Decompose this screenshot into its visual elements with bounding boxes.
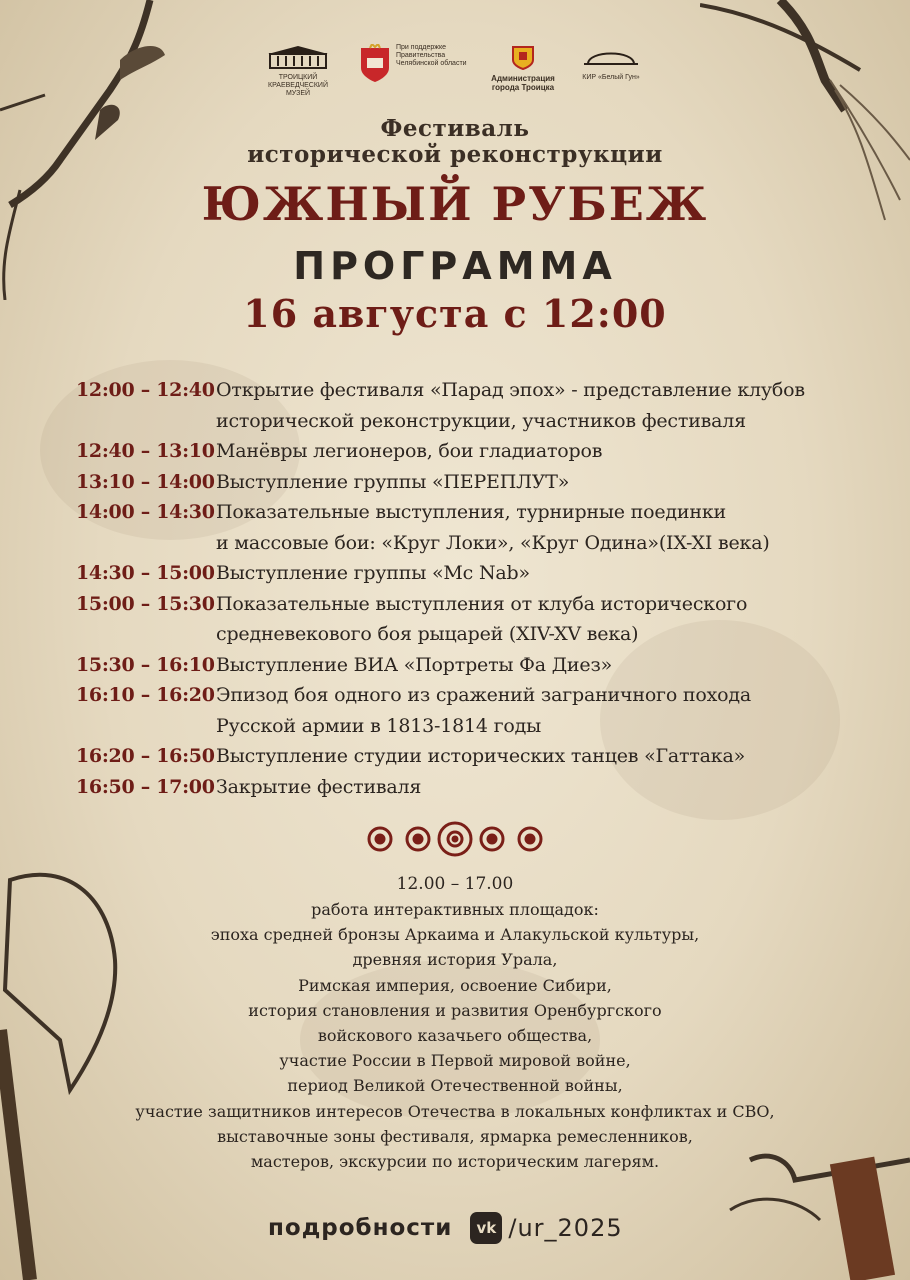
schedule-description: Выступление группы «ПЕРЕПЛУТ»: [216, 470, 570, 493]
schedule-item: [76, 650, 856, 681]
activities-hours: 12.00 – 17.00: [396, 874, 514, 894]
club-name: КИР «Белый Гун»: [582, 74, 640, 81]
schedule-item: [76, 589, 856, 650]
sponsor-logos: [262, 44, 652, 100]
schedule-item: [76, 497, 856, 558]
schedule-item: [76, 680, 856, 741]
chelyabinsk-coat-of-arms-icon: [358, 44, 392, 84]
schedule-time: 16:20 – 16:50: [76, 745, 215, 767]
museum-logo: [262, 44, 334, 100]
schedule-description: Показательные выступления от клуба исторического средневекового боя рыцарей (XIV-XV века): [216, 592, 748, 645]
schedule-time: 14:30 – 15:00: [76, 562, 215, 584]
admin-name: Администрация города Троицка: [491, 74, 555, 92]
vk-icon[interactable]: vk: [470, 1212, 502, 1244]
schedule-description: Открытие фестиваля «Парад эпох» - представление клубов исторической реконструкции, участников фестиваля: [216, 379, 805, 432]
event-date: 16 августа с 12:00: [243, 291, 667, 336]
festival-heading-line1: Фестиваль: [380, 115, 530, 142]
schedule-time: 16:10 – 16:20: [76, 684, 215, 706]
schedule-time: 16:50 – 17:00: [76, 775, 215, 798]
schedule-item: [76, 741, 856, 772]
festival-heading-line2: исторической реконструкции: [247, 141, 663, 168]
schedule-time: 13:10 – 14:00: [76, 470, 215, 493]
program-heading: ПРОГРАММА: [293, 244, 617, 288]
schedule-item: [76, 436, 856, 467]
schedule-list: [76, 375, 856, 802]
schedule-time: 14:00 – 14:30: [76, 501, 215, 523]
festival-title: ЮЖНЫЙ РУБЕЖ: [201, 177, 709, 231]
schedule-time: 12:40 – 13:10: [76, 440, 215, 462]
museum-name: ТРОИЦКИЙ КРАЕВЕДЧЕСКИЙ МУЗЕЙ: [268, 74, 328, 97]
schedule-time: 15:30 – 16:10: [76, 653, 215, 676]
schedule-time: 15:00 – 15:30: [76, 592, 215, 615]
activities-text: работа интерактивных площадок: эпоха средней бронзы Аркаима и Алакульской культуры, древняя история Урала, Римская империя, освоение Сибири, история становления и развития Оренбургского войскового казачьего общества, участие России в Первой мировой войне, период Великой Отечественной войны, участие защитников интересов Отечества в локальных конфликтах и СВО, выставочные зоны фестиваля, ярмарка ремесленников, мастеров, экскурсии по историческим лагерям.: [135, 900, 775, 1172]
schedule-time: 12:00 – 12:40: [76, 379, 215, 401]
troitsk-coat-of-arms-icon: [488, 44, 558, 70]
schedule-item: [76, 467, 856, 498]
schedule-description: Манёвры легионеров, бои гладиаторов: [216, 440, 603, 462]
ornament-divider-icon: [362, 820, 548, 858]
helmet-icon: [580, 44, 642, 70]
museum-building-icon: [262, 44, 334, 70]
schedule-description: Закрытие фестиваля: [216, 775, 422, 798]
region-logo: [358, 44, 478, 100]
festival-heading: [0, 116, 910, 168]
schedule-description: Выступление студии исторических танцев «Гаттака»: [216, 745, 746, 767]
schedule-item: [76, 375, 856, 436]
schedule-item: [76, 558, 856, 589]
vk-handle-link[interactable]: /ur_2025: [508, 1214, 623, 1242]
schedule-description: Выступление ВИА «Портреты Фа Диез»: [216, 653, 613, 676]
more-info-label: подробности: [268, 1215, 453, 1241]
support-text: При поддержке Правительства Челябинской области: [396, 44, 467, 67]
schedule-description: Выступление группы «Mc Nab»: [216, 562, 530, 584]
admin-logo: [488, 44, 558, 100]
schedule-description: Эпизод боя одного из сражений заграничного похода Русской армии в 1813-1814 годы: [216, 684, 751, 737]
footer: [268, 1208, 648, 1248]
club-logo: [580, 44, 642, 100]
schedule-description: Показательные выступления, турнирные поединки и массовые бои: «Круг Локи», «Круг Одина»(IX-XI века): [216, 501, 770, 554]
schedule-item: [76, 772, 856, 803]
activities-block: [0, 872, 910, 1174]
